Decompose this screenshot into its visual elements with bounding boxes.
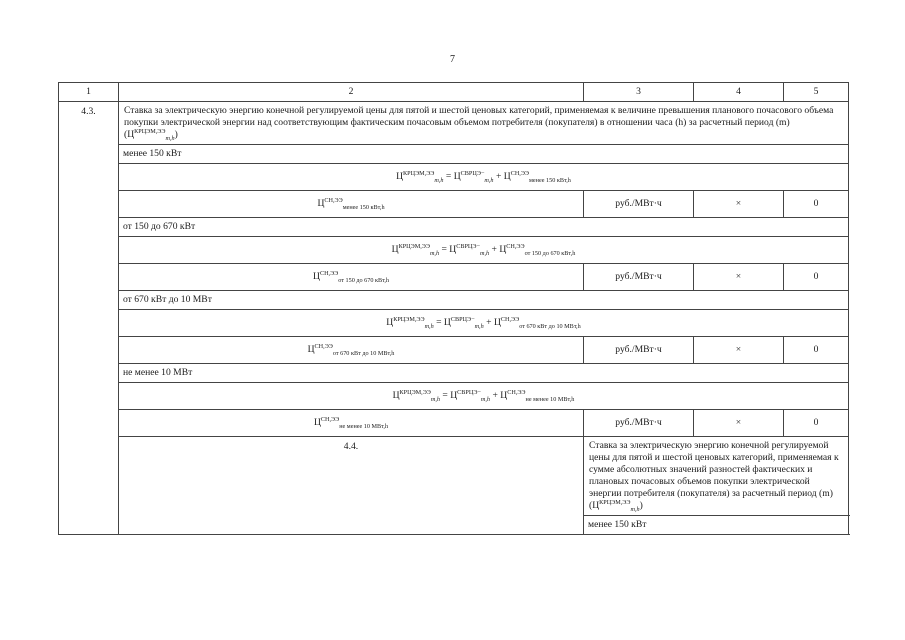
parameter-row xyxy=(59,190,849,217)
column-4-value: × xyxy=(694,409,784,436)
column-header-3: 3 xyxy=(584,83,694,102)
section-title: Ставка за электрическую энергию конечной регулируемой цены для пятой и шестой ценовых категорий, применяемая к величине превышения планового почасового объема покупки электрической энергии над соответствующим фактическим почасовым объемом потребителя (покупателя) в отношении часа (h) за расчетный период (m) $(Ц^{КРЦЭМ,ЭЭ}_{m,h})$ xyxy=(119,102,849,145)
formula: $Ц^{КРЦЭМ,ЭЭ}_{m,h} = Ц^{СВРЦЭ-}_{m,h} + Ц^{СН,ЭЭ}_{от 670 кВт до 10 МВт,h}$ xyxy=(119,309,849,336)
range-row xyxy=(59,217,849,236)
range-label: менее 150 кВт xyxy=(119,144,849,163)
range-label: менее 150 кВт xyxy=(584,515,849,534)
parameter-symbol: $Ц^{СН,ЭЭ}_{не менее 10 МВт,h}$ xyxy=(119,409,584,436)
column-header-5: 5 xyxy=(784,83,849,102)
section-number: 4.4. xyxy=(119,436,584,534)
formula-row xyxy=(59,236,849,263)
unit-cell: руб./МВт·ч xyxy=(584,190,694,217)
section-4-4-title-row xyxy=(59,436,849,515)
page-number: 7 xyxy=(450,54,455,65)
column-4-value: × xyxy=(694,263,784,290)
section-title: Ставка за электрическую энергию конечной регулируемой цены для пятой и шестой ценовых категорий, применяемая к сумме абсолютных значений разностей фактических и плановых почасовых объемов покупки электрической энергии потребителя (покупателя) за расчетный период (m) $(Ц^{КРЦЭМ,ЭЭ}_{m,h})$ xyxy=(584,436,849,515)
formula-row xyxy=(59,382,849,409)
formula: $Ц^{КРЦЭМ,ЭЭ}_{m,h} = Ц^{СВРЦЭ-}_{m,h} + Ц^{СН,ЭЭ}_{от 150 до 670 кВт,h}$ xyxy=(119,236,849,263)
range-row xyxy=(59,144,849,163)
column-5-value: 0 xyxy=(784,336,849,363)
range-label: от 150 до 670 кВт xyxy=(119,217,849,236)
parameter-symbol: $Ц^{СН,ЭЭ}_{менее 150 кВт,h}$ xyxy=(119,190,584,217)
section-number: 4.3. xyxy=(59,102,119,535)
formula: $Ц^{КРЦЭМ,ЭЭ}_{m,h} = Ц^{СВРЦЭ-}_{m,h} + Ц^{СН,ЭЭ}_{менее 150 кВт,h}$ xyxy=(119,163,849,190)
column-5-value: 0 xyxy=(784,409,849,436)
column-header-2: 2 xyxy=(119,83,584,102)
column-4-value: × xyxy=(694,190,784,217)
section-4-3-title-row xyxy=(59,102,849,145)
column-5-value: 0 xyxy=(784,263,849,290)
formula: $Ц^{КРЦЭМ,ЭЭ}_{m,h} = Ц^{СВРЦЭ-}_{m,h} + Ц^{СН,ЭЭ}_{не менее 10 МВт,h}$ xyxy=(119,382,849,409)
tariff-table xyxy=(58,82,849,535)
formula-row xyxy=(59,163,849,190)
parameter-symbol: $Ц^{СН,ЭЭ}_{от 670 кВт до 10 МВт,h}$ xyxy=(119,336,584,363)
unit-cell: руб./МВт·ч xyxy=(584,336,694,363)
column-header-4: 4 xyxy=(694,83,784,102)
range-row xyxy=(59,363,849,382)
unit-cell: руб./МВт·ч xyxy=(584,409,694,436)
parameter-row xyxy=(59,409,849,436)
formula-row xyxy=(59,309,849,336)
column-4-value: × xyxy=(694,336,784,363)
parameter-row xyxy=(59,336,849,363)
column-header-row xyxy=(59,83,849,102)
column-5-value: 0 xyxy=(784,190,849,217)
range-row xyxy=(59,290,849,309)
range-label: не менее 10 МВт xyxy=(119,363,849,382)
unit-cell: руб./МВт·ч xyxy=(584,263,694,290)
parameter-symbol: $Ц^{СН,ЭЭ}_{от 150 до 670 кВт,h}$ xyxy=(119,263,584,290)
column-header-1: 1 xyxy=(59,83,119,102)
parameter-row xyxy=(59,263,849,290)
range-label: от 670 кВт до 10 МВт xyxy=(119,290,849,309)
